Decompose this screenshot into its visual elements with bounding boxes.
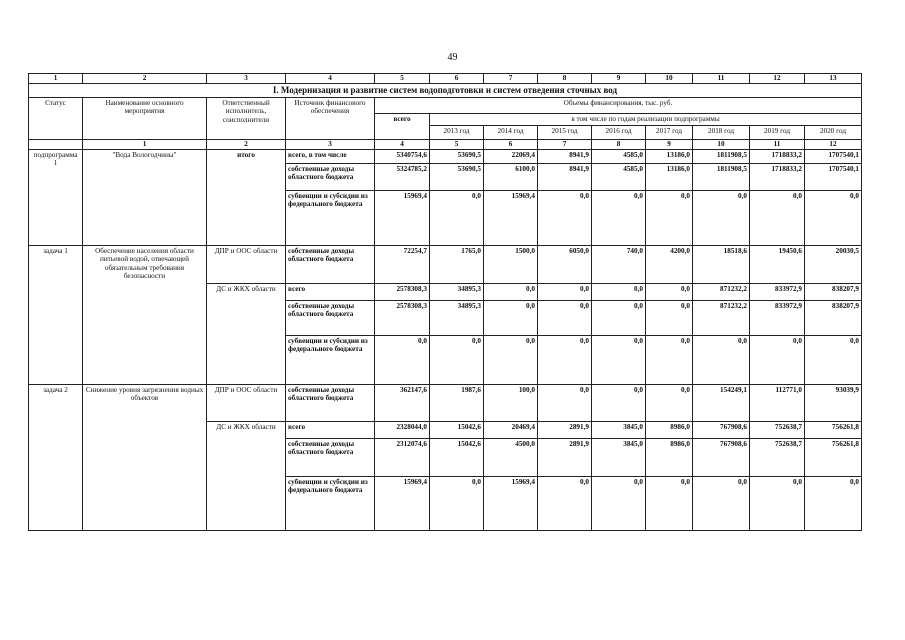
value-cell: 6100,0 — [484, 164, 538, 191]
header-year: 2015 год — [538, 126, 592, 140]
value-cell: 15969,4 — [484, 191, 538, 246]
value-cell: 0,0 — [538, 336, 592, 385]
value-cell: 5324785,2 — [375, 164, 430, 191]
value-cell: 15969,4 — [375, 477, 430, 531]
value-cell: 838207,9 — [805, 301, 862, 336]
value-cell: 871232,2 — [693, 301, 750, 336]
value-cell: 4500,0 — [484, 439, 538, 477]
value-cell: 752638,7 — [750, 439, 805, 477]
header-year: 2020 год — [805, 126, 862, 140]
value-cell: 0,0 — [750, 477, 805, 531]
value-cell: 0,0 — [538, 301, 592, 336]
value-cell: 1765,0 — [430, 246, 484, 284]
value-cell: 0,0 — [592, 284, 646, 301]
page-number: 49 — [447, 52, 458, 63]
header-volumes: Объемы финансирования, тыс. руб. — [375, 98, 862, 114]
value-cell: 0,0 — [693, 477, 750, 531]
value-cell: 0,0 — [538, 385, 592, 422]
value-cell: 0,0 — [538, 477, 592, 531]
value-cell: 4585,0 — [592, 164, 646, 191]
header-row — [29, 98, 862, 114]
column-number: 4 — [375, 140, 430, 150]
value-cell: 1811908,5 — [693, 164, 750, 191]
value-cell: 767908,6 — [693, 439, 750, 477]
activity-cell: "Вода Вологодчины" — [83, 150, 207, 246]
value-cell: 8941,9 — [538, 164, 592, 191]
value-cell: 4585,0 — [592, 150, 646, 164]
financing-table — [28, 73, 862, 531]
value-cell: 34895,3 — [430, 284, 484, 301]
value-cell: 19450,6 — [750, 246, 805, 284]
value-cell: 2328044,0 — [375, 422, 430, 439]
value-cell: 15969,4 — [375, 191, 430, 246]
column-number: 12 — [750, 74, 805, 84]
value-cell: 838207,9 — [805, 284, 862, 301]
value-cell: 154249,1 — [693, 385, 750, 422]
value-cell: 0,0 — [592, 336, 646, 385]
column-number: 7 — [484, 74, 538, 84]
value-cell: 4200,0 — [646, 246, 693, 284]
source-cell: всего — [286, 284, 375, 301]
header-by-years: в том числе по годам реализации подпрограммы — [430, 114, 862, 126]
value-cell: 8986,0 — [646, 439, 693, 477]
value-cell: 0,0 — [805, 191, 862, 246]
column-number: 11 — [750, 140, 805, 150]
column-number: 9 — [646, 140, 693, 150]
source-cell: собственные доходы областного бюджета — [286, 164, 375, 191]
value-cell: 53690,5 — [430, 150, 484, 164]
value-cell: 20030,5 — [805, 246, 862, 284]
column-number: 13 — [805, 74, 862, 84]
header-total: всего — [375, 114, 430, 140]
value-cell: 0,0 — [646, 191, 693, 246]
column-number: 1 — [83, 140, 207, 150]
value-cell: 8941,9 — [538, 150, 592, 164]
value-cell: 1707540,1 — [805, 164, 862, 191]
status-cell: задача 1 — [29, 246, 83, 385]
value-cell: 72254,7 — [375, 246, 430, 284]
value-cell: 100,0 — [484, 385, 538, 422]
value-cell: 0,0 — [805, 336, 862, 385]
value-cell: 5340754,6 — [375, 150, 430, 164]
value-cell: 1718833,2 — [750, 164, 805, 191]
value-cell: 767908,6 — [693, 422, 750, 439]
activity-cell: Обеспечение населения области питьевой водой, отвечающей обязательным требования безопасности — [83, 246, 207, 385]
source-cell: собственные доходы областного бюджета — [286, 301, 375, 336]
value-cell: 3845,0 — [592, 439, 646, 477]
table-row — [29, 150, 862, 164]
value-cell: 0,0 — [750, 336, 805, 385]
value-cell: 0,0 — [592, 385, 646, 422]
value-cell: 756261,8 — [805, 422, 862, 439]
value-cell: 0,0 — [592, 301, 646, 336]
value-cell: 2578308,3 — [375, 301, 430, 336]
value-cell: 93039,9 — [805, 385, 862, 422]
value-cell: 2578308,3 — [375, 284, 430, 301]
value-cell: 0,0 — [646, 336, 693, 385]
header-executor: Ответственный исполнитель, соисполнители — [207, 98, 286, 140]
header-source: Источник финансового обеспечения — [286, 98, 375, 140]
value-cell: 0,0 — [805, 477, 862, 531]
value-cell: 15969,4 — [484, 477, 538, 531]
value-cell: 0,0 — [375, 336, 430, 385]
value-cell: 2891,9 — [538, 439, 592, 477]
column-number: 7 — [538, 140, 592, 150]
value-cell: 2312074,6 — [375, 439, 430, 477]
value-cell: 0,0 — [484, 284, 538, 301]
table-row — [29, 385, 862, 422]
column-number: 6 — [484, 140, 538, 150]
value-cell: 1707540,1 — [805, 150, 862, 164]
value-cell: 53690,5 — [430, 164, 484, 191]
value-cell: 18518,6 — [693, 246, 750, 284]
source-cell: субвенции и субсидии из федерального бюджета — [286, 336, 375, 385]
value-cell: 0,0 — [693, 336, 750, 385]
column-number: 8 — [538, 74, 592, 84]
value-cell: 13186,0 — [646, 164, 693, 191]
value-cell: 0,0 — [538, 191, 592, 246]
source-cell: субвенции и субсидии из федерального бюджета — [286, 191, 375, 246]
value-cell: 0,0 — [592, 191, 646, 246]
value-cell: 34895,3 — [430, 301, 484, 336]
column-number-row — [29, 74, 862, 84]
column-number: 6 — [430, 74, 484, 84]
column-number: 9 — [592, 74, 646, 84]
executor-cell: итого — [207, 150, 286, 246]
executor-cell: ДПР и ООС области — [207, 385, 286, 422]
column-number: 4 — [286, 74, 375, 84]
value-cell: 0,0 — [430, 477, 484, 531]
value-cell: 0,0 — [646, 477, 693, 531]
header-year: 2016 год — [592, 126, 646, 140]
value-cell: 1811908,5 — [693, 150, 750, 164]
header-year: 2013 год — [430, 126, 484, 140]
column-number: 8 — [592, 140, 646, 150]
value-cell: 15042,6 — [430, 422, 484, 439]
value-cell: 0,0 — [646, 284, 693, 301]
source-cell: всего, в том числе — [286, 150, 375, 164]
value-cell: 20469,4 — [484, 422, 538, 439]
executor-cell: ДПР и ООС области — [207, 246, 286, 284]
source-cell: субвенции и субсидии из федерального бюджета — [286, 477, 375, 531]
value-cell: 871232,2 — [693, 284, 750, 301]
value-cell: 1500,0 — [484, 246, 538, 284]
value-cell: 8986,0 — [646, 422, 693, 439]
value-cell: 0,0 — [693, 191, 750, 246]
value-cell: 0,0 — [646, 385, 693, 422]
column-number: 2 — [83, 74, 207, 84]
value-cell: 362147,6 — [375, 385, 430, 422]
value-cell: 0,0 — [430, 336, 484, 385]
value-cell: 13186,0 — [646, 150, 693, 164]
section-title-row — [29, 84, 862, 98]
value-cell: 0,0 — [538, 284, 592, 301]
header-status: Статус — [29, 98, 83, 140]
value-cell: 756261,8 — [805, 439, 862, 477]
value-cell: 1718833,2 — [750, 150, 805, 164]
value-cell: 0,0 — [646, 301, 693, 336]
column-number-row — [29, 140, 862, 150]
value-cell: 833972,9 — [750, 301, 805, 336]
table-cell — [29, 140, 83, 150]
column-number: 10 — [646, 74, 693, 84]
column-number: 12 — [805, 140, 862, 150]
table-row — [29, 246, 862, 284]
value-cell: 112771,0 — [750, 385, 805, 422]
value-cell: 2891,9 — [538, 422, 592, 439]
column-number: 11 — [693, 74, 750, 84]
source-cell: всего — [286, 422, 375, 439]
column-number: 10 — [693, 140, 750, 150]
value-cell: 22069,4 — [484, 150, 538, 164]
value-cell: 0,0 — [484, 336, 538, 385]
activity-cell: Снижение уровня загрязнения водных объектов — [83, 385, 207, 531]
column-number: 5 — [430, 140, 484, 150]
source-cell: собственные доходы областного бюджета — [286, 246, 375, 284]
section-title: I. Модернизация и развитие систем водоподготовки и систем отведения сточных вод — [29, 84, 862, 98]
status-cell: задача 2 — [29, 385, 83, 531]
value-cell: 0,0 — [592, 477, 646, 531]
column-number: 5 — [375, 74, 430, 84]
column-number: 3 — [286, 140, 375, 150]
header-year: 2019 год — [750, 126, 805, 140]
source-cell: собственные доходы областного бюджета — [286, 385, 375, 422]
executor-cell: ДС и ЖКХ области — [207, 284, 286, 385]
executor-cell: ДС и ЖКХ области — [207, 422, 286, 531]
value-cell: 6050,0 — [538, 246, 592, 284]
column-number: 1 — [29, 74, 83, 84]
value-cell: 740,0 — [592, 246, 646, 284]
header-year: 2017 год — [646, 126, 693, 140]
value-cell: 0,0 — [430, 191, 484, 246]
value-cell: 752638,7 — [750, 422, 805, 439]
value-cell: 833972,9 — [750, 284, 805, 301]
source-cell: собственные доходы областного бюджета — [286, 439, 375, 477]
header-activity: Наименование основного мероприятия — [83, 98, 207, 140]
column-number: 2 — [207, 140, 286, 150]
header-year: 2018 год — [693, 126, 750, 140]
header-year: 2014 год — [484, 126, 538, 140]
value-cell: 3845,0 — [592, 422, 646, 439]
status-cell: подпрограмма 1 — [29, 150, 83, 246]
value-cell: 0,0 — [750, 191, 805, 246]
value-cell: 0,0 — [484, 301, 538, 336]
value-cell: 1987,6 — [430, 385, 484, 422]
column-number: 3 — [207, 74, 286, 84]
value-cell: 15042,6 — [430, 439, 484, 477]
